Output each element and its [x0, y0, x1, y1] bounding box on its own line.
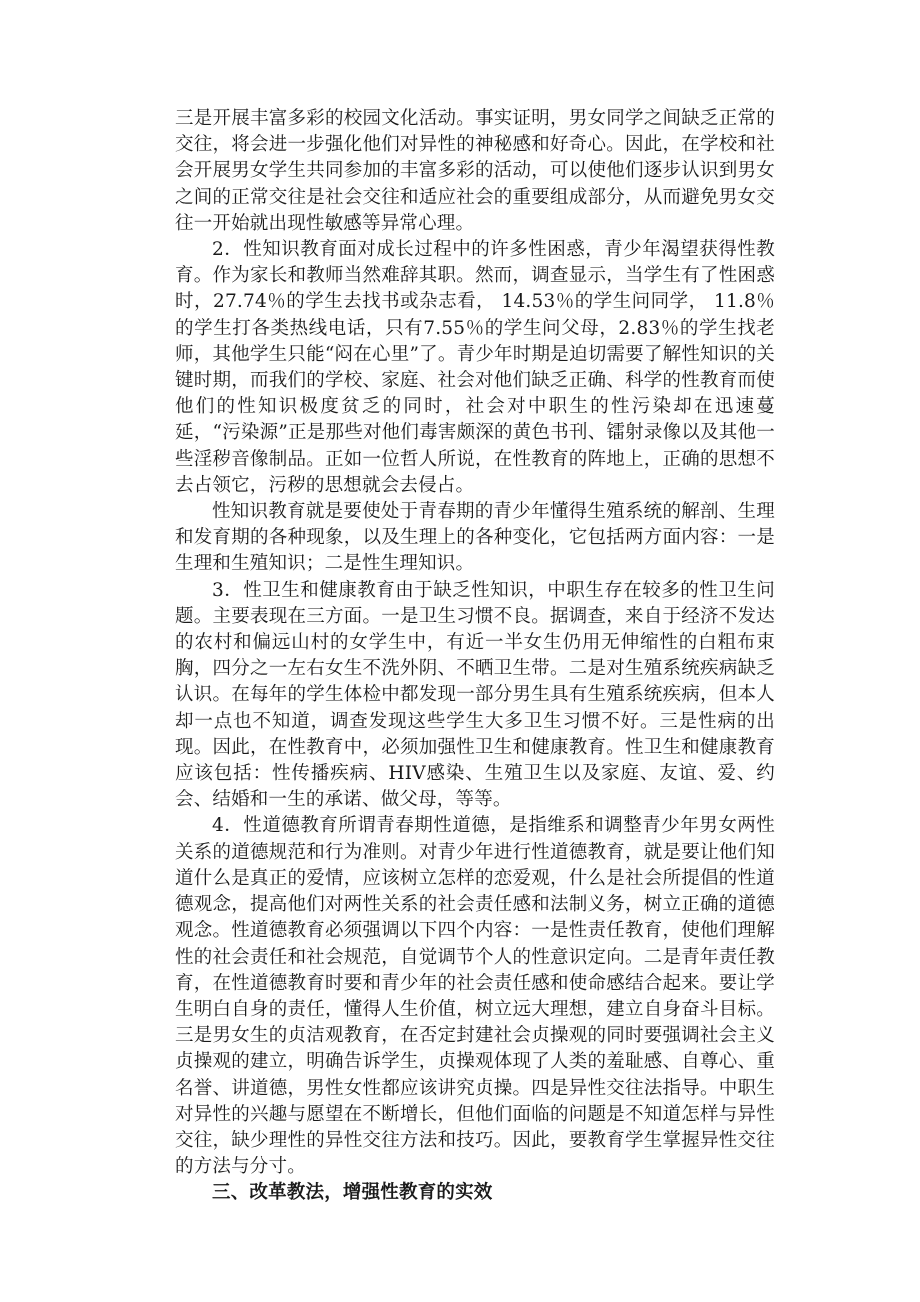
paragraph-sex-knowledge-definition: 性知识教育就是要使处于青春期的青少年懂得生殖系统的解剖、生理和发育期的各种现象，以及生理上的各种变化，它包括两方面内容：一是生理和生殖知识；二是性生理知识。	[175, 501, 775, 575]
paragraph-sex-morality-education: 4．性道德教育所谓青春期性道德，是指维系和调整青少年男女两性关系的道德规范和行为准则。对青少年进行性道德教育，就是要让他们知道什么是真正的爱情，应该树立怎样的恋爱观，什么是社会所提倡的性道德观念，提高他们对两性关系的社会责任感和法制义务，树立正确的道德观念。性道德教育必须强调以下四个内容：一是性责任教育，使他们理解性的社会责任和社会规范，自觉调节个人的性意识定向。二是青年责任教育，在性道德教育时要和青少年的社会责任感和使命感结合起来。要让学生明白自身的责任，懂得人生价值，树立远大理想，建立自身奋斗目标。三是男女生的贞洁观教育，在否定封建社会贞操观的同时要强调社会主义贞操观的建立，明确告诉学生，贞操观体现了人类的羞耻感、自尊心、重名誉、讲道德，男性女性都应该讲究贞操。四是异性交往法指导。中职生对异性的兴趣与愿望在不断增长，但他们面临的问题是不知道怎样与异性交往，缺少理性的异性交往方法和技巧。因此，要教育学生掌握异性交往的方法与分寸。	[175, 815, 775, 1178]
paragraph-hygiene-health-education: 3．性卫生和健康教育由于缺乏性知识，中职生存在较多的性卫生问题。主要表现在三方面。一是卫生习惯不良。据调查，来自于经济不发达的农村和偏远山村的女学生中，有近一半女生仍用无伸缩性的白粗布束胸，四分之一左右女生不洗外阴、不晒卫生带。二是对生殖系统疾病缺乏认识。在每年的学生体检中都发现一部分男生具有生殖系统疾病，但本人却一点也不知道，调查发现这些学生大多卫生习惯不好。三是性病的出现。因此，在性教育中，必须加强性卫生和健康教育。性卫生和健康教育应该包括：性传播疾病、HIV感染、生殖卫生以及家庭、友谊、爱、约会、结婚和一生的承诺、做父母，等等。	[175, 579, 775, 811]
paragraph-sex-knowledge-education: 2．性知识教育面对成长过程中的许多性困惑，青少年渴望获得性教育。作为家长和教师当然难辞其职。然而，调查显示，当学生有了性困惑时，27.74％的学生去找书或杂志看， 14.53％的学生问同学， 11.8％的学生打各类热线电话，只有7.55％的学生问父母，2.83％的学生找老师，其他学生只能“闷在心里”了。青少年时期是迫切需要了解性知识的关键时期，而我们的学校、家庭、社会对他们缺乏正确、科学的性教育而使他们的性知识极度贫乏的同时，社会对中职生的性污染却在迅速蔓延，“污染源”正是那些对他们毒害颇深的黄色书刊、镭射录像以及其他一些淫秽音像制品。正如一位哲人所说，在性教育的阵地上，正确的思想不去占领它，污秽的思想就会去侵占。	[175, 239, 775, 496]
section-heading: 三、改革教法，增强性教育的实效	[212, 1182, 493, 1204]
document-body	[175, 106, 775, 1207]
paragraph-campus-activities: 三是开展丰富多彩的校园文化活动。事实证明，男女同学之间缺乏正常的交往，将会进一步强化他们对异性的神秘感和好奇心。因此，在学校和社会开展男女学生共同参加的丰富多彩的活动，可以使他们逐步认识到男女之间的正常交往是社会交往和适应社会的重要组成部分，从而避免男女交往一开始就出现性敏感等异常心理。	[175, 108, 775, 234]
